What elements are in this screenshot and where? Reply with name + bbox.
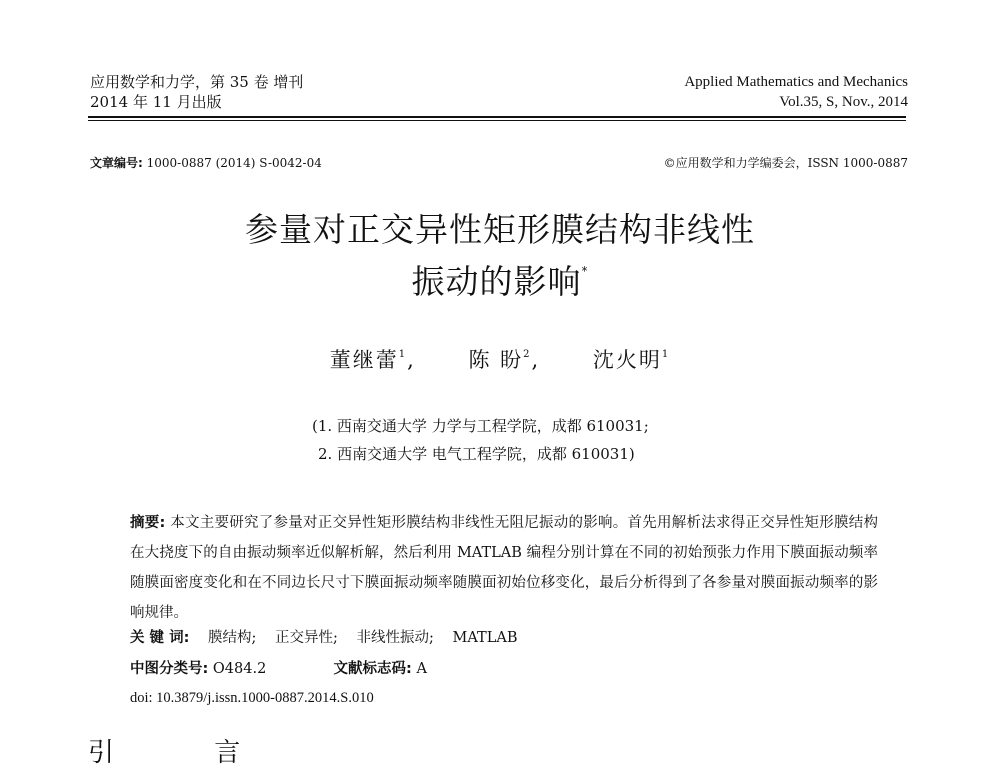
keyword-item: 膜结构; xyxy=(208,630,257,646)
author-list xyxy=(0,344,1000,374)
article-number-label: 文章编号: xyxy=(90,156,143,170)
header-rule-thick xyxy=(88,116,906,118)
doi: doi: 10.3879/j.issn.1000-0887.2014.S.010 xyxy=(130,690,374,706)
publication-date-cn: 2014 年 11 月出版 xyxy=(90,93,222,111)
author: 沈火明$^1$ xyxy=(592,348,671,372)
volume-info-en: Vol.35, S, Nov., 2014 xyxy=(779,94,908,110)
keyword-item: 正交异性; xyxy=(275,630,338,646)
journal-name-en: Applied Mathematics and Mechanics xyxy=(684,74,908,90)
article-number-value: 1000-0887 (2014) S-0042-04 xyxy=(146,156,322,170)
abstract xyxy=(130,508,878,628)
header-rule-thin xyxy=(88,120,906,121)
keyword-item: 非线性振动; xyxy=(356,630,434,646)
doc-code-label: 文献标志码: xyxy=(333,661,412,677)
clc-value: O484.2 xyxy=(212,661,267,677)
article-number xyxy=(90,154,322,171)
journal-header-left xyxy=(90,72,303,112)
clc-label: 中图分类号: xyxy=(130,661,209,677)
keywords-label: 关 键 词: xyxy=(130,630,190,646)
affiliation-1: (1. 西南交通大学 力学与工程学院，成都 610031; xyxy=(312,417,649,435)
journal-header-right xyxy=(684,72,908,112)
abstract-text: 本文主要研究了参量对正交异性矩形膜结构非线性无阻尼振动的影响。首先用解析法求得正交异性矩形膜结构在大挠度下的自由振动频率近似解析解，然后利用 MATLAB 编程分别计算在不同的初始预张力作用下膜面振动频率随膜面密度变化和在不同边长尺寸下膜面振动频率随膜面初始位移变化，最后分析得到了各参量对膜面振动频率的影响规律。 xyxy=(130,515,879,621)
keywords xyxy=(130,626,517,647)
keyword-item: MATLAB xyxy=(452,630,518,646)
paper-title-line2 xyxy=(0,256,1000,303)
author: 陈 盼$^2$, xyxy=(468,348,541,372)
doc-code-value: A xyxy=(416,661,427,677)
copyright-notice: ©应用数学和力学编委会，ISSN 1000-0887 xyxy=(663,156,908,170)
paper-title-line2-text: 振动的影响 xyxy=(411,262,582,301)
section-heading-introduction: 引 言 xyxy=(88,738,287,768)
classification-line xyxy=(130,657,427,678)
affiliation-2: 2. 西南交通大学 电气工程学院，成都 610031) xyxy=(318,445,635,463)
abstract-label: 摘要: xyxy=(130,515,166,531)
journal-name-cn: 应用数学和力学，第 35 卷 增刊 xyxy=(90,73,304,91)
title-footnote-mark: * xyxy=(581,264,589,278)
author: 董继蕾$^1$, xyxy=(329,348,416,372)
paper-title-line1: 参量对正交异性矩形膜结构非线性 xyxy=(245,210,755,249)
